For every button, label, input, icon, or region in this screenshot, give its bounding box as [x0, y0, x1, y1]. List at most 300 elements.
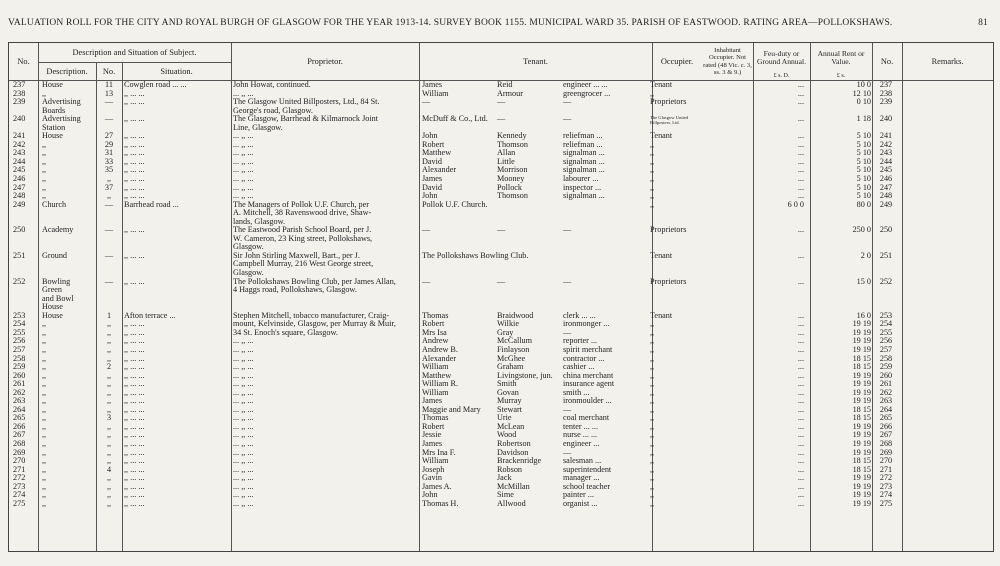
feu-duty: ... — [797, 421, 804, 431]
proprietor: ... ,, ... — [233, 473, 254, 483]
tenant-surname: Sime — [497, 490, 514, 500]
house-number: ,, — [106, 430, 112, 440]
tenant-occupation: signalman ... — [563, 165, 605, 175]
tenant-occupation: reliefman ... — [563, 131, 603, 141]
tenant-forename: Joseph — [422, 464, 445, 474]
house-number: ,, — [106, 421, 112, 431]
occupier: ,, — [650, 336, 655, 346]
feu-duty: ... — [797, 225, 804, 235]
description: Academy — [42, 225, 74, 235]
tenant-forename: Thomas — [422, 413, 449, 423]
situation: ,, ... ... — [124, 97, 145, 107]
occupier: ,, — [650, 490, 655, 500]
tenant-forename: Robert — [422, 421, 445, 431]
proprietor: W. Cameron, 23 King street, Pollokshaws, — [233, 233, 373, 243]
situation: ,, ... ... — [124, 362, 145, 372]
description: Green — [42, 285, 63, 295]
feu-duty: 6 0 0 — [787, 199, 804, 209]
proprietor: ... ,, ... — [233, 490, 254, 500]
occupier: ,, — [650, 396, 655, 406]
proprietor: ... ,, ... — [233, 370, 254, 380]
situation: Afton terrace ... — [124, 310, 176, 320]
occupier: Tenant — [650, 131, 673, 141]
tenant-forename: Jessie — [422, 430, 442, 440]
house-number: 3 — [106, 413, 112, 423]
annual-rent: 19 19 — [852, 490, 871, 500]
house-number: ,, — [106, 481, 112, 491]
entry-number-right: 255 — [879, 327, 893, 337]
occupier: ,, — [650, 156, 655, 166]
tenant-forename: Robert — [422, 319, 445, 329]
tenant-surname: Thomson — [497, 139, 528, 149]
entry-number: 246 — [13, 174, 26, 184]
house-number: — — [104, 276, 114, 286]
description: ,, — [42, 191, 47, 201]
tenant-forename: The Pollokshaws Bowling Club. — [422, 250, 529, 260]
annual-rent: 19 19 — [852, 447, 871, 457]
entry-number: 256 — [13, 336, 26, 346]
tenant-occupation: inspector ... — [563, 182, 602, 192]
tenant-forename: John — [422, 131, 438, 141]
description: ,, — [42, 174, 47, 184]
house-number: — — [104, 250, 114, 260]
proprietor: ... ,, ... — [233, 191, 254, 201]
feu-duty: ... — [797, 88, 804, 98]
feu-duty: ... — [797, 344, 804, 354]
situation: ,, ... ... — [124, 156, 145, 166]
description: ,, — [42, 165, 47, 175]
table-row — [9, 278, 993, 287]
occupier: ,, — [650, 165, 655, 175]
annual-rent: 19 19 — [852, 438, 871, 448]
description: House — [42, 310, 63, 320]
feu-units: £ s. D. — [773, 73, 790, 79]
tenant-forename: James — [422, 396, 443, 406]
proprietor: Sir John Stirling Maxwell, Bart., per J. — [233, 250, 360, 260]
proprietor: Campbell Murray, 216 West George street, — [233, 259, 374, 269]
occupier: ,, — [650, 447, 655, 457]
description: Church — [42, 199, 67, 209]
entry-number-right: 270 — [879, 456, 893, 466]
annual-rent: 19 19 — [852, 421, 871, 431]
description: ,, — [42, 498, 47, 508]
tenant-surname: Morrison — [497, 165, 528, 175]
tenant-surname: Robson — [497, 464, 523, 474]
proprietor: The Managers of Pollok U.F. Church, per — [233, 199, 370, 209]
feu-duty: ... — [797, 413, 804, 423]
feu-duty: ... — [797, 310, 804, 320]
entry-number-right: 267 — [879, 430, 893, 440]
feu-duty: ... — [797, 327, 804, 337]
entry-number: 252 — [13, 276, 26, 286]
situation: ,, ... ... — [124, 387, 145, 397]
table-row — [9, 500, 993, 509]
running-head — [8, 18, 992, 32]
description: ,, — [42, 421, 47, 431]
entry-number: 248 — [13, 191, 26, 201]
proprietor: ... ,, ... — [233, 481, 254, 491]
occupier: ,, — [650, 498, 655, 508]
annual-rent: 5 10 — [856, 156, 871, 166]
entry-number-right: 275 — [879, 498, 893, 508]
proprietor: ... ,, ... — [233, 413, 254, 423]
situation: ,, ... ... — [124, 379, 145, 389]
house-number: ,, — [106, 327, 112, 337]
tenant-surname: Urie — [497, 413, 512, 423]
table-row — [9, 115, 993, 124]
feu-duty: ... — [797, 353, 804, 363]
entry-number: 270 — [13, 456, 26, 466]
tenant-surname: Armour — [497, 88, 523, 98]
tenant-forename: James — [422, 174, 443, 184]
proprietor: ... ,, ... — [233, 88, 254, 98]
occupier: ,, — [650, 430, 655, 440]
house-number: ,, — [106, 438, 112, 448]
entry-number: 254 — [13, 319, 26, 329]
description: ,, — [42, 447, 47, 457]
occupier: ,, — [650, 473, 655, 483]
proprietor: ... ,, ... — [233, 148, 254, 158]
description: Ground — [42, 250, 68, 260]
tenant-surname: McGhee — [497, 353, 526, 363]
tenant-occupation: painter ... — [563, 490, 594, 500]
proprietor: ... ,, ... — [233, 362, 254, 372]
situation: ,, ... ... — [124, 165, 145, 175]
entry-number-right: 273 — [879, 481, 893, 491]
proprietor: ... ,, ... — [233, 464, 254, 474]
annual-rent: 19 19 — [852, 396, 871, 406]
proprietor: ... ,, ... — [233, 174, 254, 184]
tenant-occupation: superintendent — [563, 464, 612, 474]
situation: ,, ... ... — [124, 174, 145, 184]
occupier: ,, — [650, 88, 655, 98]
tenant-forename: Maggie and Mary — [422, 404, 481, 414]
description: ,, — [42, 370, 47, 380]
entry-number-right: 241 — [879, 131, 893, 141]
entry-number: 275 — [13, 498, 26, 508]
description: House — [42, 80, 63, 89]
tenant-occupation: — — [563, 404, 572, 414]
tenant-occupation: — — [563, 97, 572, 107]
proprietor: John Howat, continued. — [233, 80, 311, 89]
occupier: ,, — [650, 191, 655, 201]
entry-number-right: 240 — [879, 114, 893, 124]
situation: ,, ... ... — [124, 447, 145, 457]
entry-number: 251 — [13, 250, 26, 260]
tenant-forename: Thomas — [422, 310, 449, 320]
header-no-right: No. — [880, 57, 894, 66]
entry-number: 255 — [13, 327, 26, 337]
occupier: ,, — [650, 148, 655, 158]
description: ,, — [42, 88, 47, 98]
proprietor: ... ,, ... — [233, 498, 254, 508]
annual-rent: 5 10 — [856, 182, 871, 192]
feu-duty: ... — [797, 490, 804, 500]
entry-number-right: 246 — [879, 174, 893, 184]
description: ,, — [42, 156, 47, 166]
description: ,, — [42, 490, 47, 500]
tenant-occupation: cashier ... — [563, 362, 595, 372]
tenant-surname: McCallum — [497, 336, 533, 346]
feu-duty: ... — [797, 319, 804, 329]
tenant-forename: William R. — [422, 379, 459, 389]
proprietor: Stephen Mitchell, tobacco manufacturer, Craig- — [233, 310, 390, 320]
house-number: ,, — [106, 396, 112, 406]
tenant-occupation: reporter ... — [563, 336, 598, 346]
tenant-surname: Kennedy — [497, 131, 527, 141]
tenant-surname: Murray — [497, 396, 522, 406]
occupier: ,, — [650, 413, 655, 423]
entry-number-right: 266 — [879, 421, 893, 431]
annual-rent: 18 15 — [852, 464, 871, 474]
proprietor: Glasgow. — [233, 268, 264, 278]
occupier: ,, — [650, 370, 655, 380]
entry-number-right: 262 — [879, 387, 893, 397]
annual-rent: 5 10 — [856, 191, 871, 201]
tenant-occupation: clerk ... ... — [563, 310, 596, 320]
description: ,, — [42, 464, 47, 474]
occupier: ,, — [650, 344, 655, 354]
situation: ,, ... ... — [124, 396, 145, 406]
entry-number: 247 — [13, 182, 26, 192]
house-number: ,, — [106, 387, 112, 397]
entry-number: 268 — [13, 438, 26, 448]
tenant-occupation: — — [563, 225, 572, 235]
header-number: No. — [102, 66, 116, 76]
entry-number: 260 — [13, 370, 26, 380]
entry-number: 240 — [13, 114, 26, 124]
house-number: ,, — [106, 498, 112, 508]
feu-duty: ... — [797, 336, 804, 346]
situation: ,, ... ... — [124, 182, 145, 192]
entry-number: 259 — [13, 362, 26, 372]
occupier: Tenant — [650, 80, 673, 89]
entry-number: 242 — [13, 139, 26, 149]
table-row — [9, 252, 993, 261]
tenant-forename: Matthew — [422, 370, 452, 380]
entry-number: 243 — [13, 148, 26, 158]
proprietor: ... ,, ... — [233, 344, 254, 354]
tenant-occupation: — — [563, 276, 572, 286]
entry-number-right: 250 — [879, 225, 893, 235]
feu-duty: ... — [797, 165, 804, 175]
tenant-occupation: — — [563, 327, 572, 337]
entry-number-right: 245 — [879, 165, 893, 175]
description: ,, — [42, 387, 47, 397]
house-number: ,, — [106, 379, 112, 389]
description: ,, — [42, 456, 47, 466]
tenant-occupation: — — [563, 114, 572, 124]
situation: ,, ... ... — [124, 327, 145, 337]
description: Boards — [42, 105, 66, 115]
occupier: ,, — [650, 387, 655, 397]
tenant-occupation: spirit merchant — [563, 344, 613, 354]
proprietor: George's road, Glasgow. — [233, 105, 313, 115]
tenant-forename: William — [422, 88, 449, 98]
entry-number-right: 260 — [879, 370, 893, 380]
entry-number-right: 274 — [879, 490, 893, 500]
occupier: Tenant — [650, 250, 673, 260]
tenant-occupation: signalman ... — [563, 148, 605, 158]
tenant-surname: — — [497, 276, 506, 286]
tenant-surname: McMillan — [497, 481, 530, 491]
proprietor: Line, Glasgow. — [233, 122, 283, 132]
tenant-surname: — — [497, 114, 506, 124]
entry-number-right: 261 — [879, 379, 893, 389]
situation: ,, ... ... — [124, 191, 145, 201]
tenant-forename: Matthew — [422, 148, 452, 158]
situation: ,, ... ... — [124, 276, 145, 286]
description: ,, — [42, 396, 47, 406]
proprietor: 34 St. Enoch's square, Glasgow. — [233, 327, 338, 337]
tenant-surname: Smith — [497, 379, 517, 389]
house-number: ,, — [106, 404, 112, 414]
tenant-occupation: school teacher — [563, 481, 611, 491]
house-number: 29 — [104, 139, 114, 149]
feu-duty: ... — [797, 379, 804, 389]
situation: ,, ... ... — [124, 456, 145, 466]
entry-number: 261 — [13, 379, 26, 389]
header-occupier: Occupier. — [660, 57, 694, 66]
proprietor: ... ,, ... — [233, 387, 254, 397]
table-row — [9, 286, 993, 295]
occupier: Proprietors — [650, 276, 687, 286]
entry-number: 258 — [13, 353, 26, 363]
situation: ,, ... ... — [124, 225, 145, 235]
tenant-forename: Alexander — [422, 353, 457, 363]
proprietor: ... ,, ... — [233, 447, 254, 457]
situation: Barrhead road ... — [124, 199, 179, 209]
house-number: — — [104, 114, 114, 124]
header-remarks: Remarks. — [931, 57, 964, 66]
feu-duty: ... — [797, 139, 804, 149]
occupier: Tenant — [650, 310, 673, 320]
proprietor: ... ,, ... — [233, 438, 254, 448]
tenant-occupation: engineer ... — [563, 438, 600, 448]
annual-rent: 18 15 — [852, 413, 871, 423]
occupier: ,, — [650, 139, 655, 149]
house-number: ,, — [106, 456, 112, 466]
tenant-forename: James — [422, 438, 443, 448]
tenant-surname: Pollock — [497, 182, 523, 192]
tenant-surname: — — [497, 97, 506, 107]
valuation-table — [8, 42, 994, 552]
entry-number-right: 256 — [879, 336, 893, 346]
situation: ,, ... ... — [124, 490, 145, 500]
situation: ,, ... ... — [124, 473, 145, 483]
table-row — [9, 235, 993, 244]
feu-duty: ... — [797, 97, 804, 107]
situation: ,, ... ... — [124, 438, 145, 448]
annual-rent: 10 0 — [856, 80, 871, 89]
annual-rent: 19 19 — [852, 336, 871, 346]
proprietor: A. Mitchell, 38 Ravenswood drive, Shaw- — [233, 208, 372, 218]
feu-duty: ... — [797, 396, 804, 406]
entry-number-right: 272 — [879, 473, 893, 483]
tenant-forename: Andrew — [422, 336, 449, 346]
entry-number: 265 — [13, 413, 26, 423]
situation: ,, ... ... — [124, 114, 145, 124]
house-number: 13 — [104, 88, 114, 98]
feu-duty: ... — [797, 250, 804, 260]
proprietor: 4 Haggs road, Pollokshaws, Glasgow. — [233, 285, 357, 295]
description: ,, — [42, 139, 47, 149]
house-number: 33 — [104, 156, 114, 166]
entry-number-right: 257 — [879, 344, 893, 354]
description: ,, — [42, 336, 47, 346]
header-description-group: Description and Situation of Subject. — [72, 48, 197, 57]
occupier: ,, — [650, 327, 655, 337]
entry-number: 237 — [13, 80, 26, 89]
occupier: ,, — [650, 379, 655, 389]
occupier: ,, — [650, 199, 655, 209]
house-number: ,, — [106, 490, 112, 500]
description: Station — [42, 122, 66, 132]
proprietor: mount, Kelvinside, Glasgow, per Murray & Muir, — [233, 319, 396, 329]
entry-number: 263 — [13, 396, 26, 406]
situation: ,, ... ... — [124, 344, 145, 354]
occupier: ,, — [650, 362, 655, 372]
tenant-surname: Gray — [497, 327, 514, 337]
occupier: ,, — [650, 182, 655, 192]
house-number: 2 — [106, 362, 112, 372]
tenant-occupation: greengrocer ... — [563, 88, 611, 98]
tenant-occupation: tenter ... ... — [563, 421, 599, 431]
annual-rent: 15 0 — [856, 276, 871, 286]
tenant-occupation: salesman ... — [563, 456, 602, 466]
house-number: 4 — [106, 464, 112, 474]
tenant-forename: Alexander — [422, 165, 457, 175]
feu-duty: ... — [797, 362, 804, 372]
feu-duty: ... — [797, 438, 804, 448]
entry-number-right: 253 — [879, 310, 893, 320]
proprietor: ... ,, ... — [233, 182, 254, 192]
tenant-surname: Allwood — [497, 498, 526, 508]
entry-number-right: 244 — [879, 156, 893, 166]
tenant-occupation: china merchant — [563, 370, 614, 380]
house-number: ,, — [106, 344, 112, 354]
entry-number-right: 242 — [879, 139, 893, 149]
feu-duty: ... — [797, 473, 804, 483]
proprietor: Glasgow. — [233, 242, 264, 252]
entry-number-right: 239 — [879, 97, 893, 107]
tenant-occupation: nurse ... ... — [563, 430, 598, 440]
tenant-forename: David — [422, 156, 443, 166]
tenant-occupation: coal merchant — [563, 413, 610, 423]
tenant-forename: Pollok U.F. Church. — [422, 199, 488, 209]
annual-rent: 12 10 — [852, 88, 871, 98]
tenant-surname: Wood — [497, 430, 517, 440]
tenant-forename: William — [422, 456, 449, 466]
header-inhabitant-occupier: Inhabitant Occupier. Not rated (48 Vic. c. 3, ss. 3 & 9.) — [703, 46, 752, 76]
annual-rent: 19 19 — [852, 344, 871, 354]
annual-rent: 0 10 — [856, 97, 871, 107]
situation: Cowglen road ... ... — [124, 80, 187, 89]
description: ,, — [42, 473, 47, 483]
tenant-forename: John — [422, 490, 438, 500]
table-row — [9, 98, 993, 107]
table-row — [9, 209, 993, 218]
house-number: 11 — [105, 80, 113, 89]
house-number: 35 — [104, 165, 114, 175]
tenant-surname: Davidson — [497, 447, 529, 457]
feu-duty: ... — [797, 430, 804, 440]
tenant-occupation: reliefman ... — [563, 139, 603, 149]
entry-number: 238 — [13, 88, 26, 98]
occupier: ,, — [650, 174, 655, 184]
entry-number: 266 — [13, 421, 26, 431]
situation: ,, ... ... — [124, 131, 145, 141]
